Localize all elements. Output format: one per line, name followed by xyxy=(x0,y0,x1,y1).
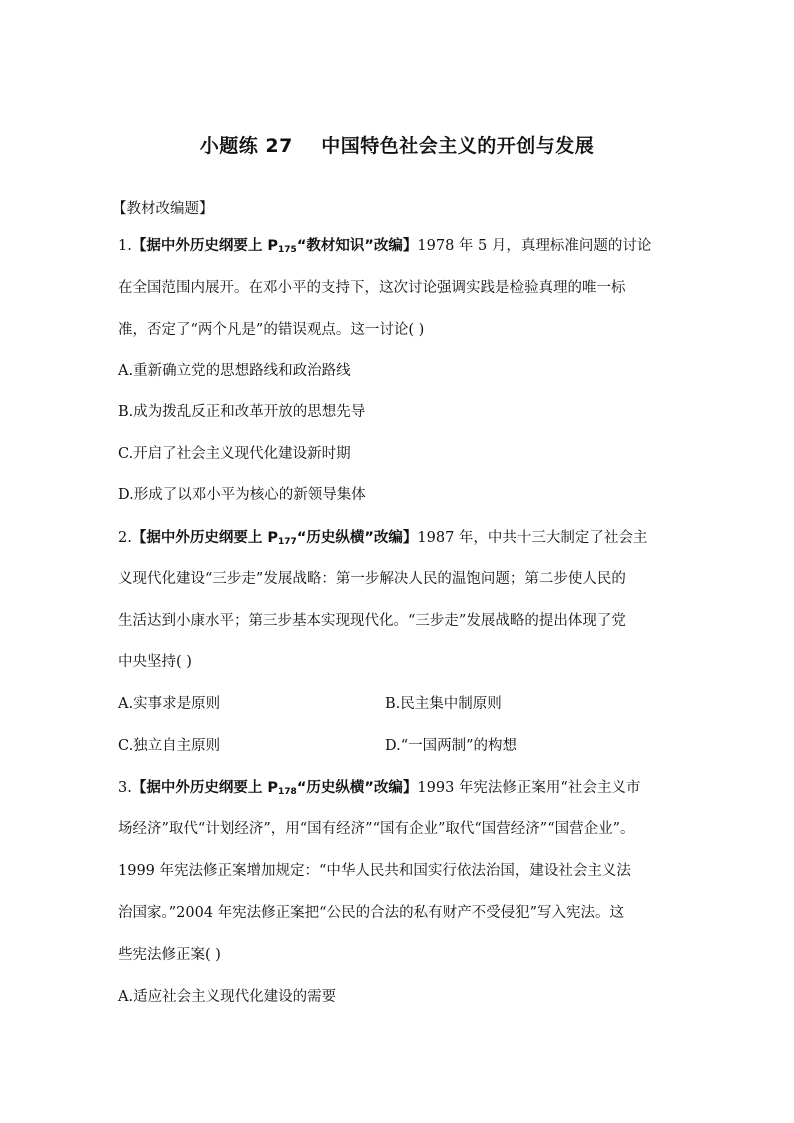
question-1-line-1: 1.【据中外历史纲要上 $P_{175}“$教材知识”改编】1978 年 5 月，真理标准问题的讨论 xyxy=(118,238,652,255)
question-1-option-c: C.开启了社会主义现代化建设新时期 xyxy=(118,446,351,462)
question-1-line-2: 在全国范围内展开。在邓小平的支持下，这次讨论强调实践是检验真理的唯一标 xyxy=(118,280,626,296)
question-3-source: 【据中外历史纲要上 $P_{178}“$历史纵横”改编】 xyxy=(131,780,418,797)
question-3-number: 3. xyxy=(118,780,132,796)
question-1-option-d: D.形成了以邓小平为核心的新领导集体 xyxy=(118,487,366,503)
question-1-option-b: B.成为拨乱反正和改革开放的思想先导 xyxy=(118,404,366,420)
question-3-line-2: 场经济”取代“计划经济”，用“国有经济”“国有企业”取代“国营经济”“国营企业”。 xyxy=(118,821,635,837)
question-2-option-a: A.实事求是原则 xyxy=(118,696,221,712)
question-3-option-a: A.适应社会主义现代化建设的需要 xyxy=(118,989,337,1005)
question-2-option-b: B.民主集中制原则 xyxy=(385,696,502,712)
question-2-line-1: 2.【据中外历史纲要上 $P_{177}“$历史纵横”改编】1987 年，中共十三大制定了社会主 xyxy=(118,530,648,547)
question-2-number: 2. xyxy=(118,530,132,546)
question-3-line-4: 治国家。”2004 年宪法修正案把“公民的合法的私有财产不受侵犯”写入宪法。这 xyxy=(118,905,624,921)
question-1-source: 【据中外历史纲要上 $P_{175}“$教材知识”改编】 xyxy=(131,238,418,255)
question-3-line-3: 1999 年宪法修正案增加规定：“中华人民共和国实行依法治国，建设社会主义法 xyxy=(118,863,631,879)
question-2-option-c: C.独立自主原则 xyxy=(118,738,221,754)
question-2-line-4: 中央坚持( ) xyxy=(118,654,192,670)
question-2-line-2: 义现代化建设“三步走”发展战略：第一步解决人民的温饱问题；第二步使人民的 xyxy=(118,571,626,587)
section-heading: 【教材改编题】 xyxy=(112,201,214,217)
question-3-line-1: 3.【据中外历史纲要上 $P_{178}“$历史纵横”改编】1993 年宪法修正案用“社会主义市 xyxy=(118,780,641,797)
question-3-line-5: 些宪法修正案( ) xyxy=(118,947,221,963)
question-2-line-3: 生活达到小康水平；第三步基本实现现代化。“三步走”发展战略的提出体现了党 xyxy=(118,613,626,629)
question-2-source: 【据中外历史纲要上 $P_{177}“$历史纵横”改编】 xyxy=(131,530,418,547)
question-2-option-d: D.“一国两制”的构想 xyxy=(385,738,518,754)
question-1-number: 1. xyxy=(118,238,132,254)
question-1-line-3: 准，否定了“两个凡是”的错误观点。这一讨论( ) xyxy=(118,322,425,338)
question-1-option-a: A.重新确立党的思想路线和政治路线 xyxy=(118,363,351,379)
page-title: 小题练 27 中国特色社会主义的开创与发展 xyxy=(199,135,595,157)
